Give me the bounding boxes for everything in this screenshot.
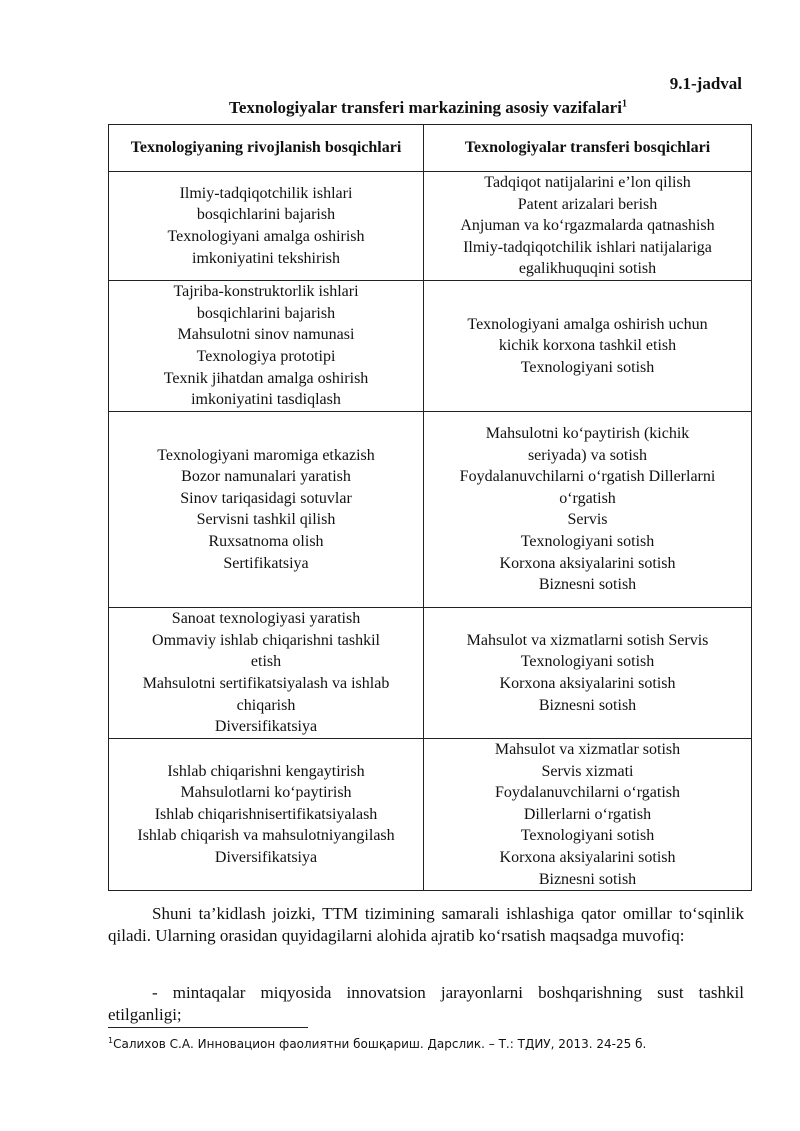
cell-line: Biznesni sotish bbox=[538, 576, 637, 594]
cell-line: o‘rgatish bbox=[559, 489, 616, 507]
cell-development bbox=[109, 738, 424, 890]
table-header-row bbox=[109, 125, 752, 172]
cell-line: Texnik jihatdan amalga oshirish bbox=[163, 369, 369, 387]
footnote-divider bbox=[108, 1027, 308, 1028]
cell-line: Servisni tashkil qilish bbox=[196, 511, 336, 529]
table-title bbox=[108, 98, 748, 118]
cell-transfer bbox=[424, 172, 752, 281]
cell-line: egalikhuquqini sotish bbox=[518, 260, 657, 278]
cell-line: Diversifikatsiya bbox=[214, 848, 318, 866]
cell-line: Foydalanuvchilarni o‘rgatish bbox=[495, 784, 680, 802]
cell-line: kichik korxona tashkil etish bbox=[498, 337, 677, 355]
cell-line: Texnologiyani sotish bbox=[520, 653, 655, 671]
cell-transfer bbox=[424, 411, 752, 607]
cell-line: Diversifikatsiya bbox=[214, 718, 318, 736]
table-row bbox=[109, 738, 752, 890]
cell-development bbox=[109, 280, 424, 411]
cell-line: seriyada) va sotish bbox=[527, 446, 648, 464]
cell-line: Mahsulot va xizmatlarni sotish Servis bbox=[466, 631, 709, 649]
cell-line: Mahsulotni sertifikatsiyalash va ishlab bbox=[142, 674, 390, 692]
cell-development bbox=[109, 607, 424, 738]
cell-line: Bozor namunalari yaratish bbox=[181, 468, 351, 486]
cell-line: Korxona aksiyalarini sotish bbox=[499, 674, 676, 692]
cell-line: Korxona aksiyalarini sotish bbox=[499, 848, 676, 866]
cell-line: Texnologiya prototipi bbox=[196, 347, 336, 365]
cell-line: Mahsulotni sinov namunasi bbox=[177, 326, 355, 344]
cell-line: Ishlab chiqarishni kengaytirish bbox=[167, 762, 365, 780]
cell-line: Ilmiy-tadqiqotchilik ishlari natijalariga bbox=[463, 238, 712, 256]
list-item-paragraph: - mintaqalar miqyosida innovatsion jarayonlarni boshqarishning sust tashkil etilganligi; bbox=[108, 983, 744, 1024]
cell-line: chiqarish bbox=[236, 696, 296, 714]
cell-line: Ishlab chiqarishnisertifikatsiyalash bbox=[154, 805, 378, 823]
cell-line: Ilmiy-tadqiqotchilik ishlari bbox=[179, 184, 353, 202]
cell-line: Korxona aksiyalarini sotish bbox=[499, 554, 676, 572]
table-row bbox=[109, 172, 752, 281]
cell-line: Biznesni sotish bbox=[538, 870, 637, 888]
cell-line: Foydalanuvchilarni o‘rgatish Dillerlarni bbox=[459, 468, 716, 486]
stages-table bbox=[108, 124, 752, 891]
table-row bbox=[109, 280, 752, 411]
cell-line: Anjuman va ko‘rgazmalarda qatnashish bbox=[460, 217, 715, 235]
cell-line: Texnologiyani amalga oshirish bbox=[167, 227, 365, 245]
cell-line: Texnologiyani sotish bbox=[520, 358, 655, 376]
cell-line: Texnologiyani sotish bbox=[520, 827, 655, 845]
cell-line: imkoniyatini tekshirish bbox=[192, 249, 340, 267]
cell-line: Sanoat texnologiyasi yaratish bbox=[171, 610, 361, 628]
cell-line: Texnologiyani maromiga etkazish bbox=[157, 446, 375, 464]
cell-line: Mahsulot va xizmatlar sotish bbox=[494, 740, 681, 758]
cell-transfer bbox=[424, 280, 752, 411]
footnote-mark: 1 bbox=[108, 1036, 114, 1045]
cell-line: Mahsulotni ko‘paytirish (kichik bbox=[485, 425, 690, 443]
cell-line: Ommaviy ishlab chiqarishni tashkil bbox=[152, 631, 380, 649]
cell-development bbox=[109, 411, 424, 607]
cell-line: Texnologiyani sotish bbox=[520, 533, 655, 551]
footnote bbox=[108, 1036, 646, 1051]
cell-development bbox=[109, 172, 424, 281]
cell-line: Texnologiyani amalga oshirish uchun bbox=[467, 315, 708, 333]
cell-line: Mahsulotlarni ko‘paytirish bbox=[180, 784, 352, 802]
cell-line: Tadqiqot natijalarini e’lon qilish bbox=[484, 174, 691, 191]
footnote-text: Салихов С.А. Инновацион фаолиятни бошқариш. Дарслик. – Т.: ТДИУ, 2013. 24-25 б. bbox=[113, 1037, 647, 1051]
cell-line: Ruxsatnoma olish bbox=[208, 533, 324, 551]
cell-line: Servis bbox=[567, 511, 608, 529]
cell-line: Patent arizalari berish bbox=[517, 195, 658, 213]
cell-line: etish bbox=[250, 653, 282, 671]
body-paragraph: Shuni ta’kidlash joizki, TTM tizimining samarali ishlashiga qator omillar to‘sqinlik qiladi. Ularning orasidan quyidagilarni alohida ajratib ko‘rsatish maqsadga muvofiq: bbox=[108, 904, 744, 945]
cell-line: bosqichlarini bajarish bbox=[196, 206, 336, 224]
header-development-stages: Texnologiyaning rivojlanish bosqichlari bbox=[109, 125, 424, 172]
table-row bbox=[109, 607, 752, 738]
table-number: 9.1-jadval bbox=[669, 74, 742, 93]
cell-line: Sertifikatsiya bbox=[223, 554, 309, 572]
table-title-text: Texnologiyalar transferi markazining asosiy vazifalari bbox=[229, 98, 622, 117]
cell-line: Servis xizmati bbox=[541, 762, 634, 780]
table-row bbox=[109, 411, 752, 607]
header-transfer-stages: Texnologiyalar transferi bosqichlari bbox=[424, 125, 752, 172]
cell-line: Sinov tariqasidagi sotuvlar bbox=[180, 489, 352, 507]
cell-line: Dillerlarni o‘rgatish bbox=[523, 805, 652, 823]
cell-transfer bbox=[424, 738, 752, 890]
cell-line: Ishlab chiqarish va mahsulotniyangilash bbox=[137, 827, 395, 845]
cell-line: Biznesni sotish bbox=[538, 696, 637, 714]
cell-line: imkoniyatini tasdiqlash bbox=[191, 391, 341, 409]
cell-transfer bbox=[424, 607, 752, 738]
cell-line: Tajriba-konstruktorlik ishlari bbox=[173, 283, 359, 301]
footnote-reference: 1 bbox=[621, 98, 627, 110]
cell-line: bosqichlarini bajarish bbox=[196, 304, 336, 322]
